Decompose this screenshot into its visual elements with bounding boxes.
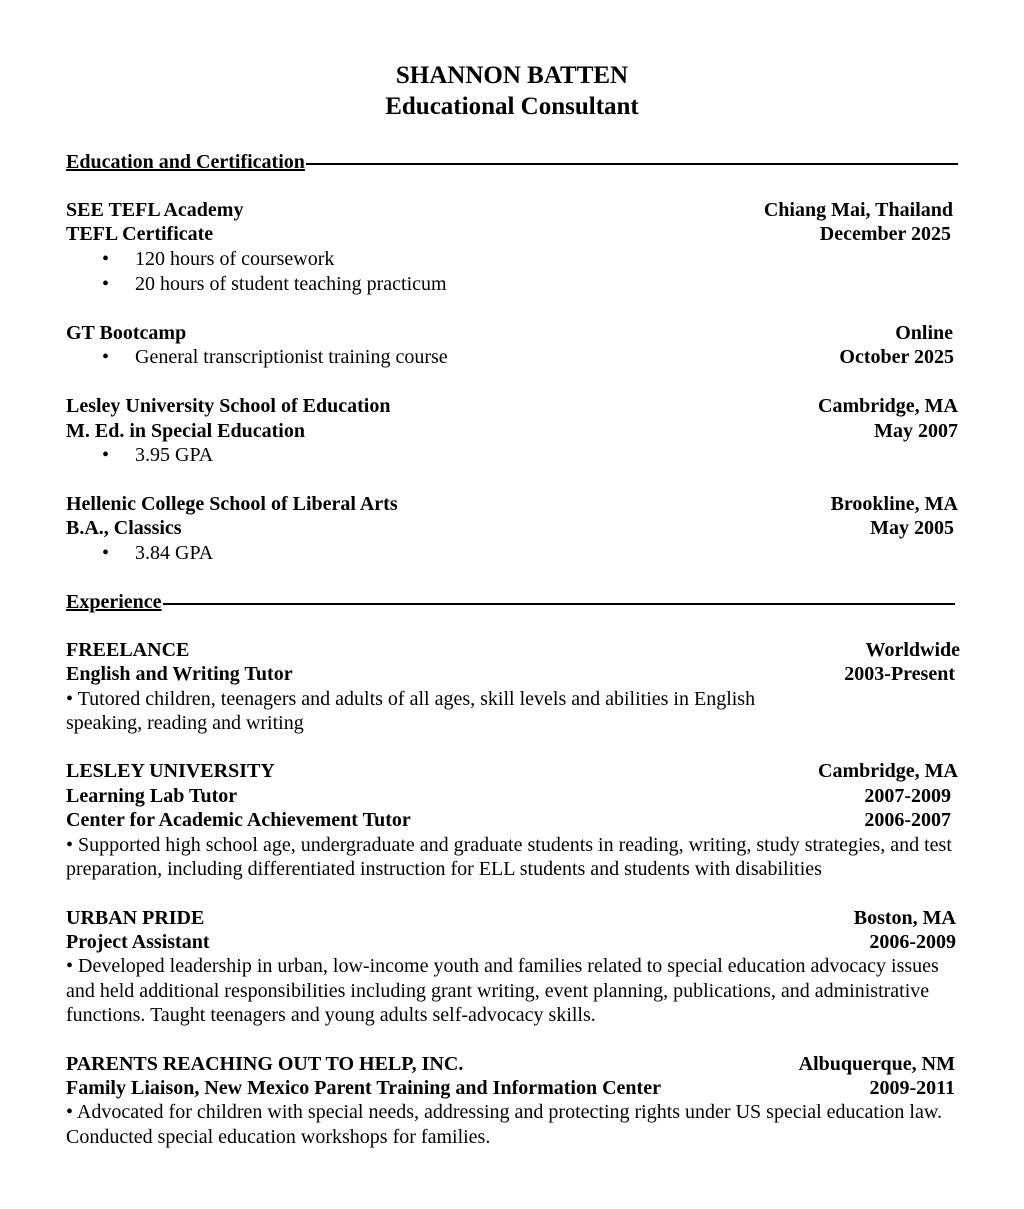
credential-name: TEFL Certificate: [66, 223, 214, 246]
organization-name: LESLEY UNIVERSITY: [66, 760, 275, 783]
role-title: Project Assistant: [66, 930, 210, 953]
list-item: • 3.84 GPA: [66, 541, 958, 566]
role-title: Center for Academic Achievement Tutor: [66, 809, 411, 832]
role-dates: 2003-Present: [844, 663, 955, 686]
role-description: • Developed leadership in urban, low-income youth and families related to special education advocacy issues and held additional responsibilities including grant writing, event planning, publications, and administrative functions. Taught teenagers and young adults self-advocacy skills.: [66, 955, 939, 1027]
organization-location: Worldwide: [865, 638, 960, 661]
section-rule: [163, 603, 955, 605]
credential-name: B.A., Classics: [66, 517, 182, 540]
organization-location: Cambridge, MA: [818, 760, 958, 783]
experience-entry: [66, 906, 958, 1028]
organization-name: PARENTS REACHING OUT TO HELP, INC.: [66, 1052, 464, 1075]
list-item: • 120 hours of coursework: [66, 247, 958, 272]
candidate-name: SHANNON BATTEN: [395, 62, 629, 89]
section-rule: [306, 163, 958, 165]
education-heading: Education and Certification: [66, 150, 958, 174]
organization-location: Albuquerque, NM: [798, 1052, 955, 1075]
institution-location: Online: [895, 321, 953, 344]
role-description: • Advocated for children with special needs, addressing and protecting rights under US special education law. Conducted special education workshops for families.: [66, 1101, 943, 1148]
role-title: Family Liaison, New Mexico Parent Training and Information Center: [66, 1076, 661, 1099]
experience-entry: [66, 638, 958, 736]
list-item: • 20 hours of student teaching practicum: [66, 272, 958, 297]
role-title: Learning Lab Tutor: [66, 784, 238, 807]
institution-location: Cambridge, MA: [818, 395, 958, 418]
role-description: • Tutored children, teenagers and adults of all ages, skill levels and abilities in English speaking, reading and writing: [66, 687, 756, 735]
list-item: • 3.95 GPA: [66, 443, 958, 468]
experience-heading: Experience: [66, 590, 955, 614]
institution-location: Brookline, MA: [830, 493, 958, 516]
candidate-title: Educational Consultant: [385, 93, 639, 120]
role-description: • Supported high school age, undergraduate and graduate students in reading, writing, study strategies, and test preparation, including differentiated instruction for ELL students and students with disabilities: [66, 833, 952, 881]
credential-name: M. Ed. in Special Education: [66, 419, 305, 442]
bullet-list: [66, 345, 839, 370]
credential-date: December 2025: [819, 223, 951, 246]
experience-entry: [66, 1052, 958, 1150]
bullet-list: [66, 443, 958, 468]
experience-entry: [66, 759, 958, 881]
organization-location: Boston, MA: [853, 906, 956, 929]
role-dates: 2006-2009: [869, 930, 956, 953]
list-item: • General transcriptionist training course: [66, 345, 839, 370]
education-entry: [66, 394, 958, 468]
education-entry: [66, 321, 958, 370]
bullet-list: [66, 541, 958, 566]
credential-date: October 2025: [839, 346, 954, 369]
education-entry: [66, 198, 958, 297]
organization-name: FREELANCE: [66, 638, 190, 661]
role-dates: 2006-2007: [864, 809, 951, 832]
institution-name: Lesley University School of Education: [66, 395, 391, 418]
education-entry: [66, 492, 958, 566]
institution-name: GT Bootcamp: [66, 321, 187, 344]
institution-name: SEE TEFL Academy: [66, 199, 244, 221]
resume-page: [66, 60, 958, 1149]
role-dates: 2007-2009: [864, 784, 951, 807]
credential-date: May 2005: [870, 517, 954, 540]
organization-name: URBAN PRIDE: [66, 906, 205, 929]
role-dates: 2009-2011: [869, 1076, 955, 1099]
resume-header: [66, 60, 958, 122]
role-title: English and Writing Tutor: [66, 663, 293, 686]
institution-location: Chiang Mai, Thailand: [763, 199, 953, 221]
bullet-list: [66, 247, 958, 297]
institution-name: Hellenic College School of Liberal Arts: [66, 493, 398, 516]
credential-date: May 2007: [874, 419, 958, 442]
